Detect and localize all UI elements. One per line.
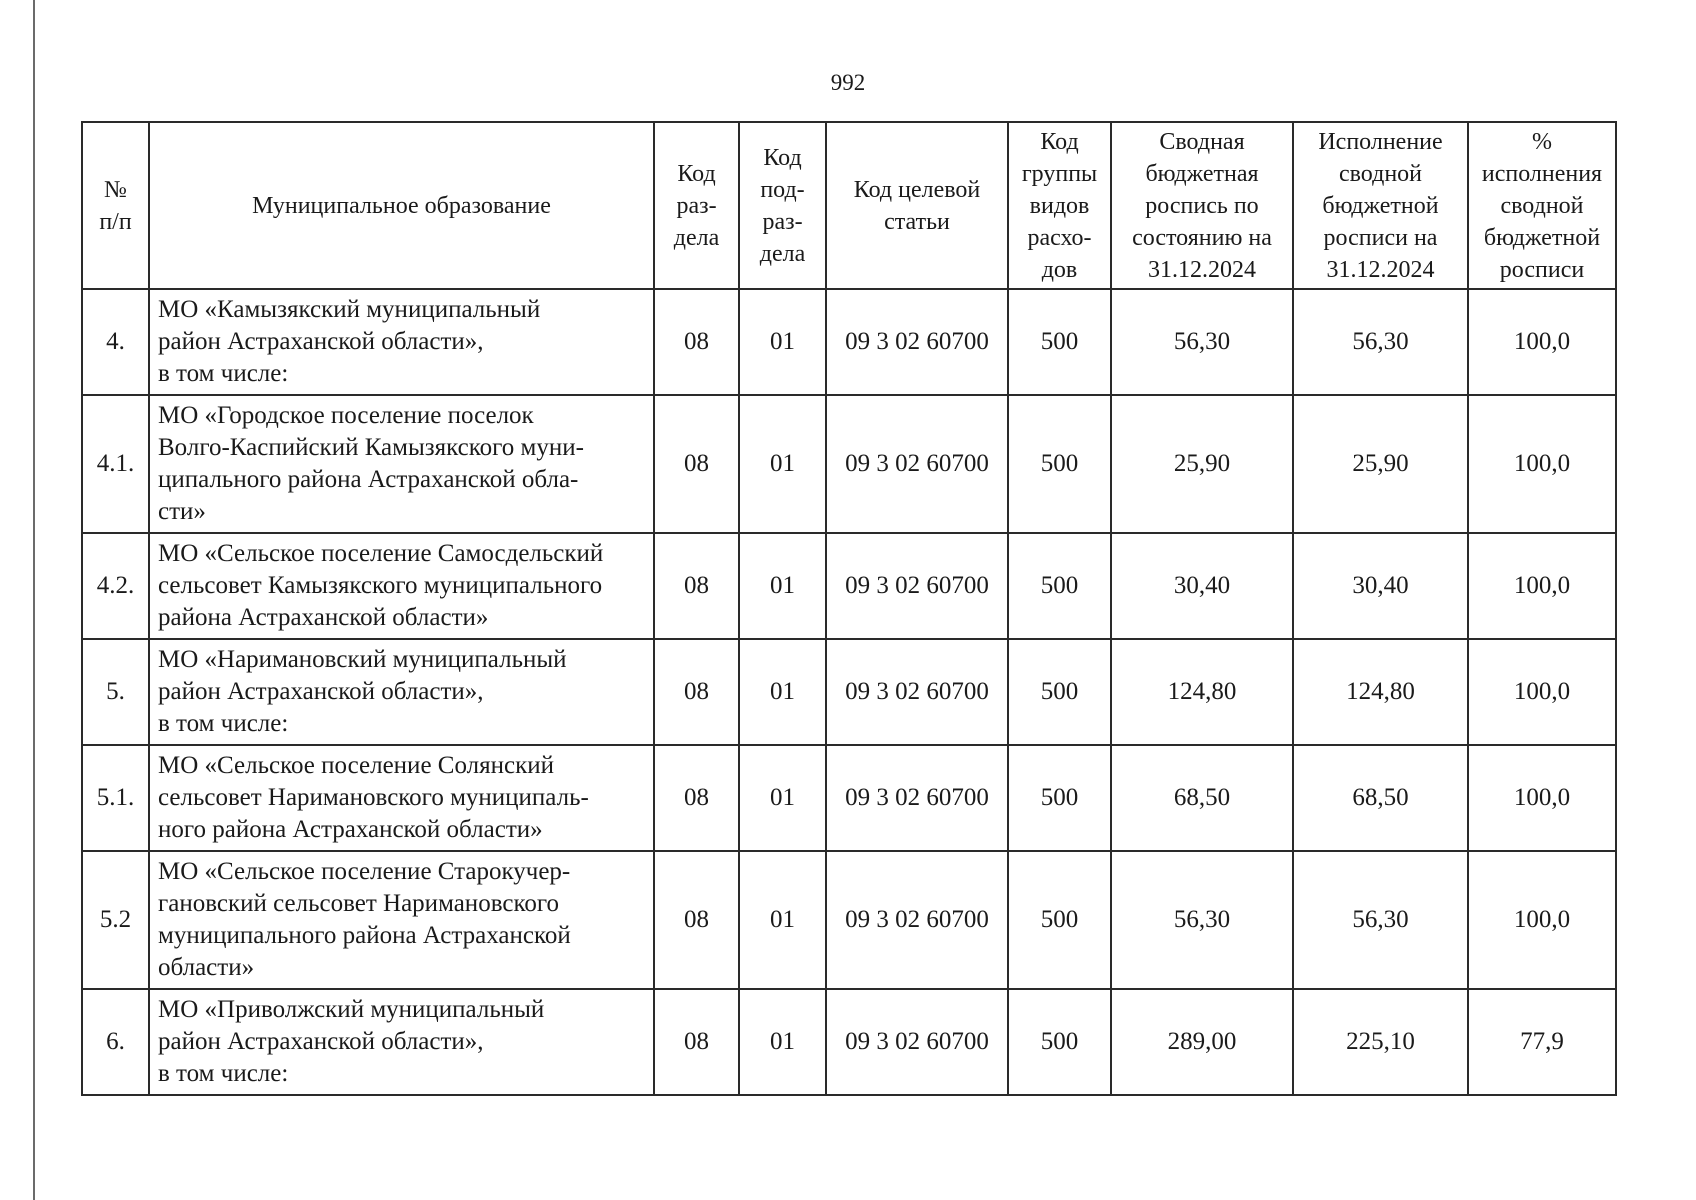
row-budget-plan: 56,30 — [1111, 851, 1293, 989]
row-subsection-code: 01 — [739, 745, 826, 851]
row-budget-plan: 289,00 — [1111, 989, 1293, 1095]
page-number: 992 — [830, 70, 866, 95]
row-expense-group-code: 500 — [1008, 289, 1111, 395]
header-subsection-code: Код под- раз- дела — [739, 122, 826, 289]
row-num: 5.2 — [82, 851, 149, 989]
row-num: 4. — [82, 289, 149, 395]
row-expense-group-code: 500 — [1008, 989, 1111, 1095]
row-execution: 30,40 — [1293, 533, 1468, 639]
row-budget-plan: 124,80 — [1111, 639, 1293, 745]
row-target-code: 09 3 02 60700 — [826, 639, 1008, 745]
row-execution-pct: 100,0 — [1468, 851, 1616, 989]
header-target-code: Код целевой статьи — [826, 122, 1008, 289]
row-execution-pct: 100,0 — [1468, 745, 1616, 851]
header-execution: Исполнение сводной бюджетной росписи на 31.12.2024 — [1293, 122, 1468, 289]
table-row — [82, 289, 1616, 395]
table-row — [82, 745, 1616, 851]
table-row — [82, 533, 1616, 639]
row-expense-group-code: 500 — [1008, 533, 1111, 639]
row-target-code: 09 3 02 60700 — [826, 395, 1008, 533]
row-municipality: МО «Сельское поселение Солянский сельсовет Наримановского муниципаль- ного района Астраханской области» — [149, 745, 654, 851]
row-subsection-code: 01 — [739, 395, 826, 533]
header-num: № п/п — [82, 122, 149, 289]
header-municipality: Муниципальное образование — [149, 122, 654, 289]
row-municipality: МО «Городское поселение поселок Волго-Каспийский Камызякского муни- ципального района Астраханской обла- сти» — [149, 395, 654, 533]
row-subsection-code: 01 — [739, 851, 826, 989]
row-execution: 124,80 — [1293, 639, 1468, 745]
row-execution-pct: 100,0 — [1468, 395, 1616, 533]
row-execution: 56,30 — [1293, 289, 1468, 395]
row-subsection-code: 01 — [739, 533, 826, 639]
row-execution-pct: 77,9 — [1468, 989, 1616, 1095]
row-execution: 25,90 — [1293, 395, 1468, 533]
row-municipality: МО «Наримановский муниципальный район Астраханской области», в том числе: — [149, 639, 654, 745]
table-header-row — [82, 122, 1616, 289]
row-num: 4.1. — [82, 395, 149, 533]
row-expense-group-code: 500 — [1008, 395, 1111, 533]
table-row — [82, 851, 1616, 989]
table-row — [82, 989, 1616, 1095]
row-municipality: МО «Приволжский муниципальный район Астраханской области», в том числе: — [149, 989, 654, 1095]
scan-edge-line — [33, 0, 35, 1200]
row-expense-group-code: 500 — [1008, 745, 1111, 851]
row-target-code: 09 3 02 60700 — [826, 533, 1008, 639]
row-expense-group-code: 500 — [1008, 639, 1111, 745]
row-num: 6. — [82, 989, 149, 1095]
row-municipality: МО «Сельское поселение Самосдельский сельсовет Камызякского муниципального района Астраханской области» — [149, 533, 654, 639]
header-expense-group-code: Код группы видов расхо- дов — [1008, 122, 1111, 289]
row-target-code: 09 3 02 60700 — [826, 289, 1008, 395]
row-municipality: МО «Сельское поселение Старокучер- гановский сельсовет Наримановского муниципального района Астраханской области» — [149, 851, 654, 989]
row-execution: 56,30 — [1293, 851, 1468, 989]
budget-table — [81, 121, 1617, 1096]
header-execution-pct: % исполнения сводной бюджетной росписи — [1468, 122, 1616, 289]
row-execution-pct: 100,0 — [1468, 533, 1616, 639]
row-expense-group-code: 500 — [1008, 851, 1111, 989]
row-section-code: 08 — [654, 989, 739, 1095]
row-target-code: 09 3 02 60700 — [826, 745, 1008, 851]
row-section-code: 08 — [654, 745, 739, 851]
row-subsection-code: 01 — [739, 639, 826, 745]
row-num: 4.2. — [82, 533, 149, 639]
row-subsection-code: 01 — [739, 989, 826, 1095]
row-section-code: 08 — [654, 851, 739, 989]
table-row — [82, 395, 1616, 533]
row-section-code: 08 — [654, 639, 739, 745]
row-target-code: 09 3 02 60700 — [826, 989, 1008, 1095]
row-execution-pct: 100,0 — [1468, 639, 1616, 745]
row-num: 5. — [82, 639, 149, 745]
row-execution-pct: 100,0 — [1468, 289, 1616, 395]
row-num: 5.1. — [82, 745, 149, 851]
row-section-code: 08 — [654, 395, 739, 533]
header-budget-plan: Сводная бюджетная роспись по состоянию на 31.12.2024 — [1111, 122, 1293, 289]
row-section-code: 08 — [654, 289, 739, 395]
row-execution: 68,50 — [1293, 745, 1468, 851]
row-budget-plan: 68,50 — [1111, 745, 1293, 851]
row-subsection-code: 01 — [739, 289, 826, 395]
row-budget-plan: 56,30 — [1111, 289, 1293, 395]
row-budget-plan: 25,90 — [1111, 395, 1293, 533]
row-execution: 225,10 — [1293, 989, 1468, 1095]
header-section-code: Код раз- дела — [654, 122, 739, 289]
table-row — [82, 639, 1616, 745]
row-target-code: 09 3 02 60700 — [826, 851, 1008, 989]
row-budget-plan: 30,40 — [1111, 533, 1293, 639]
row-municipality: МО «Камызякский муниципальный район Астраханской области», в том числе: — [149, 289, 654, 395]
row-section-code: 08 — [654, 533, 739, 639]
